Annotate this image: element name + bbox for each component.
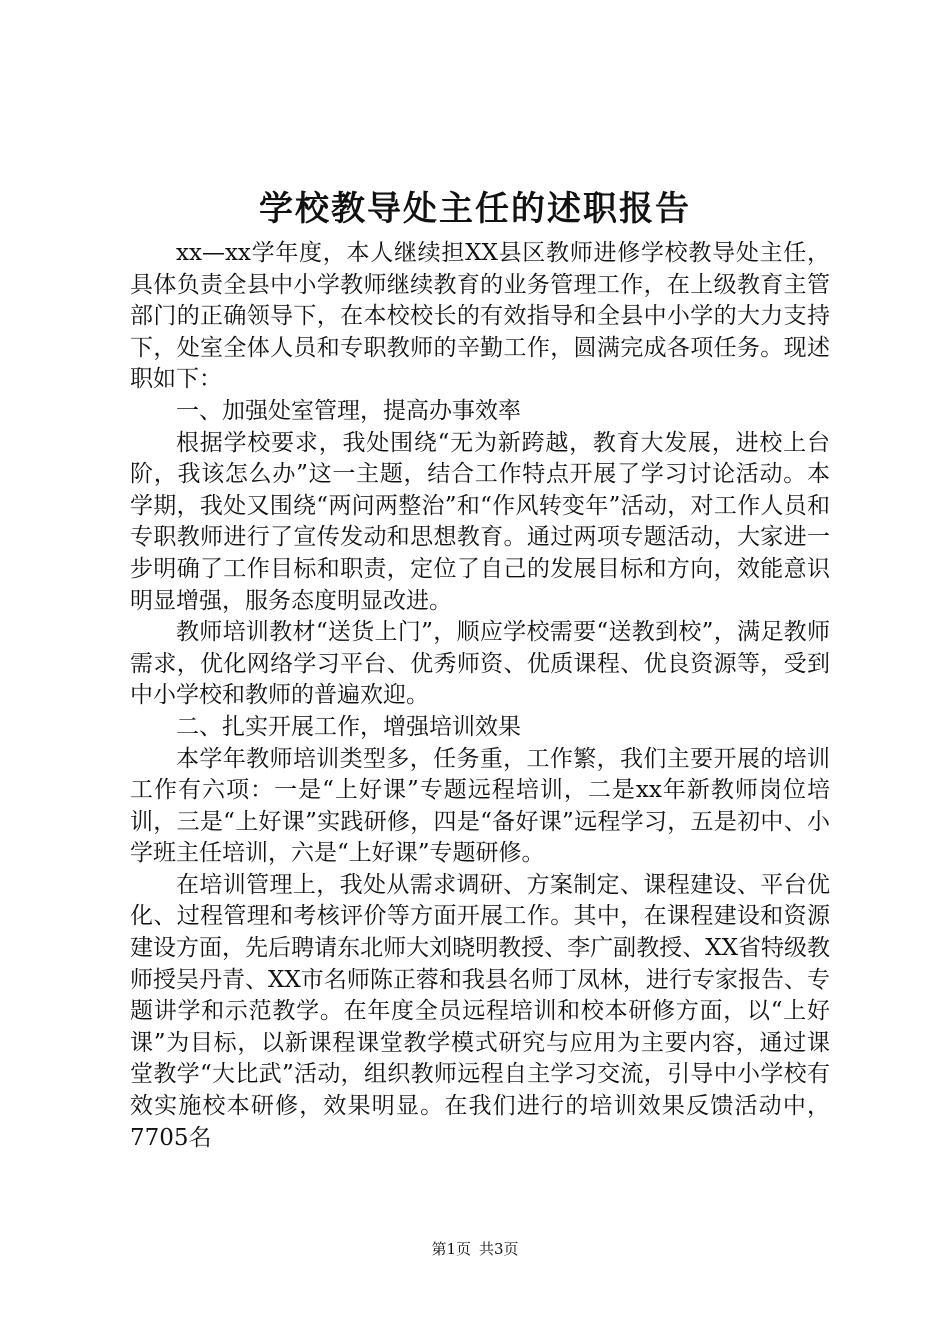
section-heading-1: 一、加强处室管理，提高办事效率 [176, 397, 521, 424]
paragraph-training-types: 本学年教师培训类型多，任务重，工作繁，我们主要开展的培训工作有六项：一是“上好课”专题远程培训，二是xx年新教师岗位培训，三是“上好课”实践研修，四是“备好课”远程学习，五是初中、小学班主任培训，六是“上好课”专题研修。 [130, 745, 830, 867]
paragraph-training-materials: 教师培训教材“送货上门”，顺应学校需要“送教到校”，满足教师需求，优化网络学习平台、优秀师资、优质课程、优良资源等，受到中小学校和教师的普遍欢迎。 [130, 619, 830, 709]
page-footer [0, 1238, 950, 1260]
paragraph-training-management: 在培训管理上，我处从需求调研、方案制定、课程建设、平台优化、过程管理和考核评价等方面开展工作。其中，在课程建设和资源建设方面，先后聘请东北师大刘晓明教授、李广副教授、XX省特级教师授吴丹青、XX市名师陈正蓉和我县名师丁凤林，进行专家报告、专题讲学和示范教学。在年度全员远程培训和校本研修方面，以“上好课”为目标，以新课程课堂教学模式研究与应用为主要内容，通过课堂教学“大比武”活动，组织教师远程自主学习交流，引导中小学校有效实施校本研修，效果明显。在我们进行的培训效果反馈活动中，7705名 [130, 871, 830, 1151]
section-heading-2: 二、扎实开展工作，增强培训效果 [176, 713, 521, 740]
page-total: 共3页 [479, 1240, 519, 1258]
page-number: 第1页 [431, 1240, 471, 1258]
document-title: 学校教导处主任的述职报告 [259, 189, 691, 229]
paragraph-study-activities: 根据学校要求，我处围绕“无为新跨越，教育大发展，进校上台阶，我该怎么办”这一主题，结合工作特点开展了学习讨论活动。本学期，我处又围绕“两问两整治”和“作风转变年”活动，对工作人员和专职教师进行了宣传发动和思想教育。通过两项专题活动，大家进一步明确了工作目标和职责，定位了自己的发展目标和方向，效能意识明显增强，服务态度明显改进。 [130, 429, 830, 614]
paragraph-intro: xx—xx学年度，本人继续担XX县区教师进修学校教导处主任，具体负责全县中小学教师继续教育的业务管理工作，在上级教育主管部门的正确领导下，在本校校长的有效指导和全县中小学的大力支持下，处室全体人员和专职教师的辛勤工作，圆满完成各项任务。现述职如下： [130, 240, 830, 393]
document-body [130, 238, 830, 1154]
